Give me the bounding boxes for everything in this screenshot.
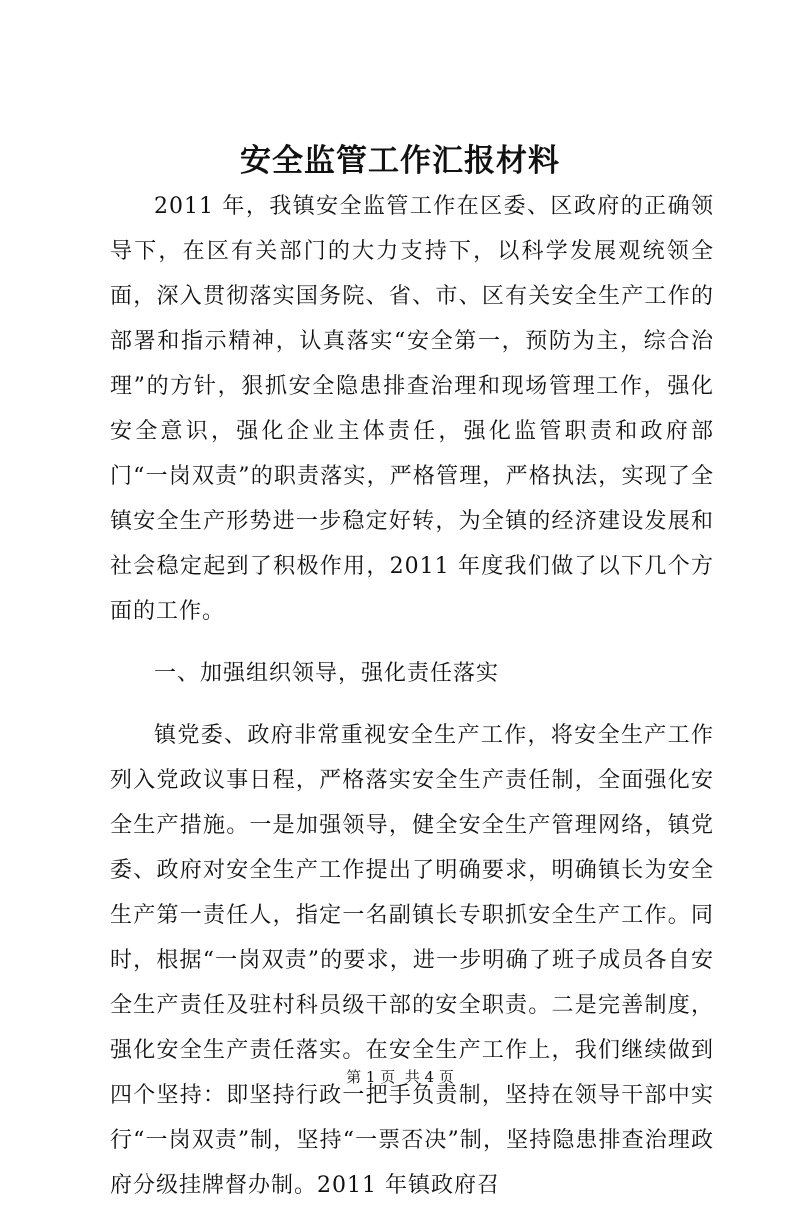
document-body: [110, 184, 714, 1208]
body-paragraph: 镇党委、政府非常重视安全生产工作，将安全生产工作列入党政议事日程，严格落实安全生产责任制，全面强化安全生产措施。一是加强领导，健全安全生产管理网络，镇党委、政府对安全生产工作提出了明确要求，明确镇长为安全生产第一责任人，指定一名副镇长专职抓安全生产工作。同时，根据“一岗双责”的要求，进一步明确了班子成员各自安全生产责任及驻村科员级干部的安全职责。二是完善制度，强化安全生产责任落实。在安全生产工作上，我们继续做到四个坚持：即坚持行政一把手负责制，坚持在领导干部中实行“一岗双责”制，坚持“一票否决”制，坚持隐患排查治理政府分级挂牌督办制。2011 年镇政府召: [110, 723, 714, 1198]
section-heading: 一、加强组织领导，强化责任落实: [154, 661, 500, 686]
intro-paragraph: 2011 年，我镇安全监管工作在区委、区政府的正确领导下，在区有关部门的大力支持下，以科学发展观统领全面，深入贯彻落实国务院、省、市、区有关安全生产工作的部署和指示精神，认真落实“安全第一，预防为主，综合治理”的方针，狠抓安全隐患排查治理和现场管理工作，强化安全意识，强化企业主体责任，强化监管职责和政府部门“一岗双责”的职责落实，严格管理，严格执法，实现了全镇安全生产形势进一步稳定好转，为全镇的经济建设发展和社会稳定起到了积极作用，2011 年度我们做了以下几个方面的工作。: [110, 194, 714, 624]
document-title: 安全监管工作汇报材料: [240, 143, 560, 179]
page-number-footer: 第 1 页 共 4 页: [346, 1068, 454, 1086]
